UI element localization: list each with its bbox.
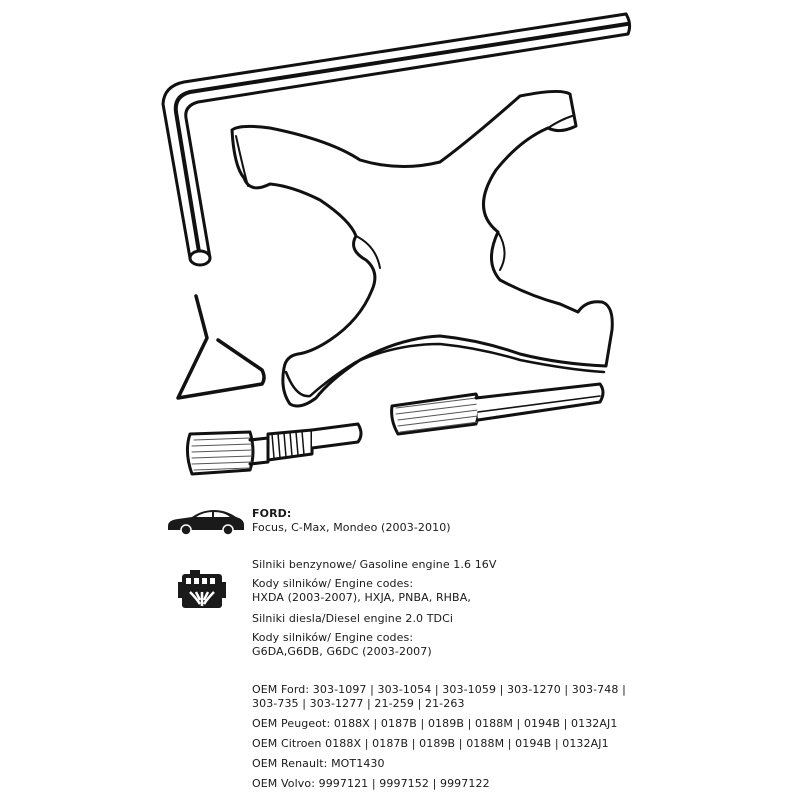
diesel-codes-label: Kody silników/ Engine codes: [252, 631, 414, 644]
oem-peugeot: OEM Peugeot: 0188X | 0187B | 0189B | 0188M | 0194B | 0132AJ1 [252, 717, 618, 730]
car-icon [166, 508, 246, 536]
oem-volvo: OEM Volvo: 9997121 | 9997152 | 9997122 [252, 777, 490, 790]
oem-renault: OEM Renault: MOT1430 [252, 757, 385, 770]
diesel-engine-title: Silniki diesla/Diesel engine 2.0 TDCi [252, 612, 454, 625]
gasoline-engine-codes: HXDA (2003-2007), HXJA, PNBA, RHBA, [252, 591, 471, 604]
triangle-wire-tool-icon [178, 296, 264, 398]
gasoline-engine-title: Silniki benzynowe/ Gasoline engine 1.6 16V [252, 558, 497, 571]
diesel-engine-codes: G6DA,G6DB, G6DC (2003-2007) [252, 645, 432, 658]
oem-citroen: OEM Citroen 0188X | 0187B | 0189B | 0188M | 0194B | 0132AJ1 [252, 737, 609, 750]
oem-ford-line2: 303-735 | 303-1277 | 21-259 | 21-263 [252, 697, 465, 710]
camshaft-alignment-tool-icon [232, 91, 612, 406]
threaded-locking-pin-icon [187, 424, 361, 474]
vehicle-brand: FORD: [252, 507, 292, 520]
vehicle-models: Focus, C-Max, Mondeo (2003-2010) [252, 521, 451, 534]
oem-ford-line1: OEM Ford: 303-1097 | 303-1054 | 303-1059 | 303-1270 | 303-748 | [252, 683, 626, 696]
crankshaft-timing-pin-icon [392, 384, 603, 434]
gasoline-codes-label: Kody silników/ Engine codes: [252, 577, 414, 590]
engine-icon [176, 568, 228, 612]
